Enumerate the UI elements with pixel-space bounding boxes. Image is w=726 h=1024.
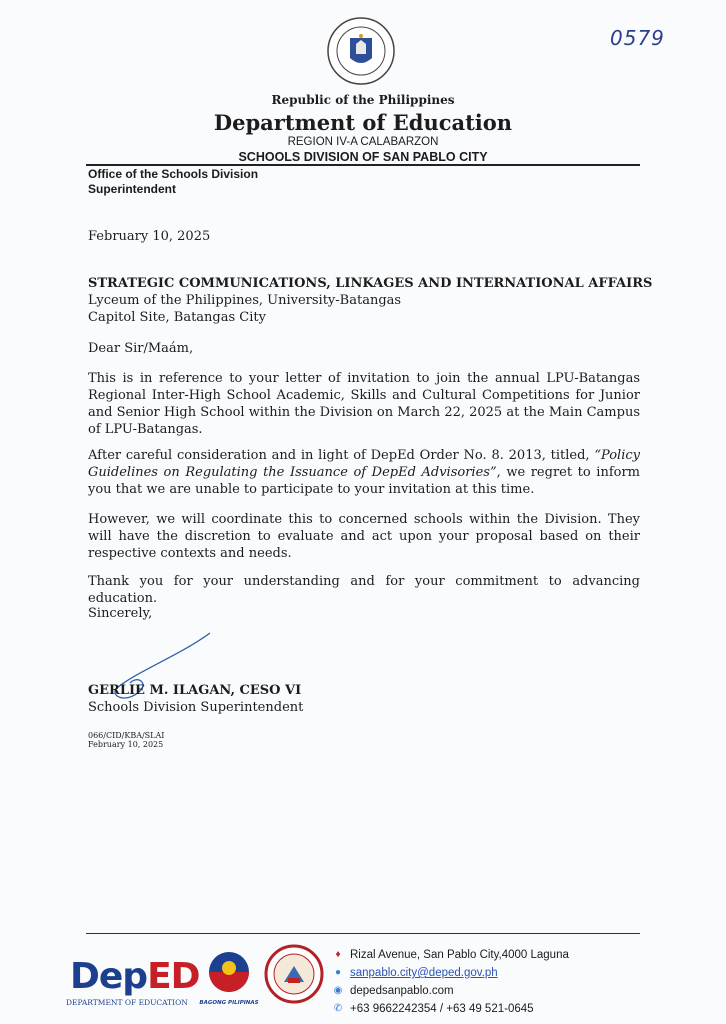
website-text[interactable]: depedsanpablo.com: [350, 985, 454, 997]
order-title: “Policy Guidelines on Regulating the Issuance of DepEd Advisories”: [88, 448, 640, 480]
email-link[interactable]: sanpablo.city@deped.gov.ph: [350, 967, 498, 979]
paragraph: However, we will coordinate this to concerned schools within the Division. They will have the discretion to evaluate and act upon your proposal based on their respective contexts and needs.: [88, 512, 640, 561]
contact-email: [330, 964, 569, 982]
recipient-block: [88, 275, 652, 326]
phone-text: +63 9662242354 / +63 49 521-0645: [350, 1003, 534, 1015]
address-text: Rizal Avenue, San Pablo City,4000 Laguna: [350, 949, 569, 961]
contact-phone: [330, 1000, 569, 1018]
office-label: Office of the Schools Division Superintendent: [88, 167, 259, 196]
department-heading: Department of Education: [213, 110, 513, 135]
phone-icon: ✆: [333, 1003, 343, 1014]
deped-logo-subtitle: DEPARTMENT OF EDUCATION: [66, 998, 188, 1007]
recipient-line: Lyceum of the Philippines, University-Batangas: [88, 293, 402, 308]
letter-date: February 10, 2025: [88, 229, 211, 244]
deped-logo: [66, 946, 200, 1010]
paragraph: This is in reference to your letter of invitation to join the annual LPU-Batangas Regional Inter-High School Academic, Skills and Cultural Competitions for Junior and Senior High School within the Division on March 22, 2025 at the Main Campus of LPU-Batangas.: [88, 371, 640, 437]
recipient-line: Capitol Site, Batangas City: [88, 310, 266, 325]
reference-code: [88, 731, 164, 749]
location-pin-icon: ♦: [335, 949, 341, 960]
region-heading: REGION IV-A CALABARZON: [287, 136, 439, 148]
ref-date: February 10, 2025: [88, 740, 164, 749]
signatory-name: GERLIE M. ILAGAN, CESO VI: [88, 683, 302, 698]
header-divider: [86, 164, 640, 166]
email-icon: ●: [334, 967, 342, 978]
bagong-pilipinas-icon: [196, 946, 262, 998]
division-heading: SCHOOLS DIVISION OF SAN PABLO CITY: [238, 150, 488, 164]
deped-seal-icon: [326, 16, 396, 86]
handwritten-number: 0579: [610, 26, 665, 50]
bagong-pilipinas-logo: [196, 946, 262, 1010]
salutation: Dear Sir/Maám,: [88, 341, 194, 356]
paragraph-text: After careful consideration and in light of DepEd Order No. 8. 2013, titled,: [88, 448, 595, 463]
ref-code: 066/CID/KBA/SLAI: [88, 731, 165, 740]
division-seal-icon: [264, 944, 324, 1004]
paragraph: [88, 447, 640, 498]
globe-icon: ◉: [333, 985, 343, 996]
signatory-position: Schools Division Superintendent: [88, 700, 304, 715]
deped-wordmark: DepED: [70, 956, 200, 997]
paragraph: Thank you for your understanding and for your commitment to advancing education.: [88, 574, 640, 606]
closing: Sincerely,: [88, 606, 153, 621]
recipient-title: STRATEGIC COMMUNICATIONS, LINKAGES AND INTERNATIONAL AFFAIRS: [88, 276, 653, 291]
contact-website: [330, 982, 569, 1000]
republic-heading: Republic of the Philippines: [271, 93, 455, 107]
paragraph-text: , we regret to inform you that we are unable to participate to your invitation at this time.: [88, 465, 640, 497]
footer-divider: [86, 933, 640, 934]
bagong-label: BAGONG PILIPINAS: [199, 1000, 259, 1006]
contact-block: [330, 946, 569, 1018]
contact-address: [330, 946, 569, 964]
